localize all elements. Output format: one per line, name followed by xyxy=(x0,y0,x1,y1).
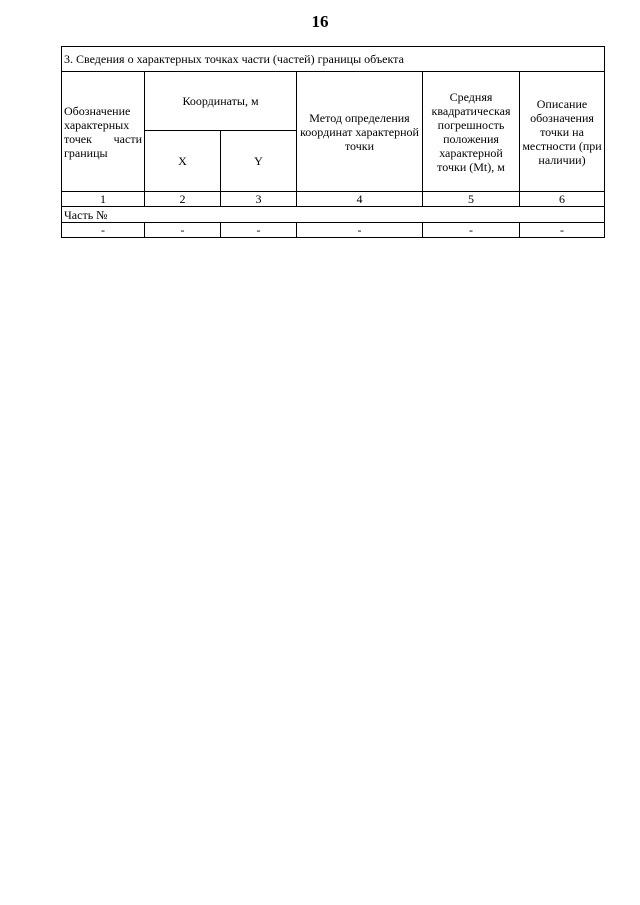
part-label: Часть № xyxy=(62,207,605,223)
section-title: 3. Сведения о характерных точках части (частей) границы объекта xyxy=(62,47,605,72)
table-cell: - xyxy=(221,223,297,238)
header-error: Средняя квадратическая погрешность положения характерной точки (Mt), м xyxy=(423,72,520,192)
header-designation: Обозначение характерных точек части границы xyxy=(62,72,145,192)
characteristic-points-table xyxy=(61,46,605,238)
header-coordinates: Координаты, м xyxy=(145,72,297,131)
header-y: Y xyxy=(221,131,297,192)
table-cell: - xyxy=(62,223,145,238)
header-description: Описание обозначения точки на местности (при наличии) xyxy=(520,72,605,192)
part-row xyxy=(62,207,605,223)
column-number: 4 xyxy=(297,192,423,207)
section-title-row xyxy=(62,47,605,72)
column-number: 3 xyxy=(221,192,297,207)
page-number: 16 xyxy=(311,12,329,31)
header-x: X xyxy=(145,131,221,192)
table-cell: - xyxy=(520,223,605,238)
column-number: 1 xyxy=(62,192,145,207)
column-numbers-row xyxy=(62,192,605,207)
header-row-top xyxy=(62,72,605,131)
table-cell: - xyxy=(297,223,423,238)
table-row xyxy=(62,223,605,238)
column-number: 2 xyxy=(145,192,221,207)
table-cell: - xyxy=(145,223,221,238)
column-number: 5 xyxy=(423,192,520,207)
column-number: 6 xyxy=(520,192,605,207)
table-cell: - xyxy=(423,223,520,238)
header-method: Метод определения координат характерной точки xyxy=(297,72,423,192)
